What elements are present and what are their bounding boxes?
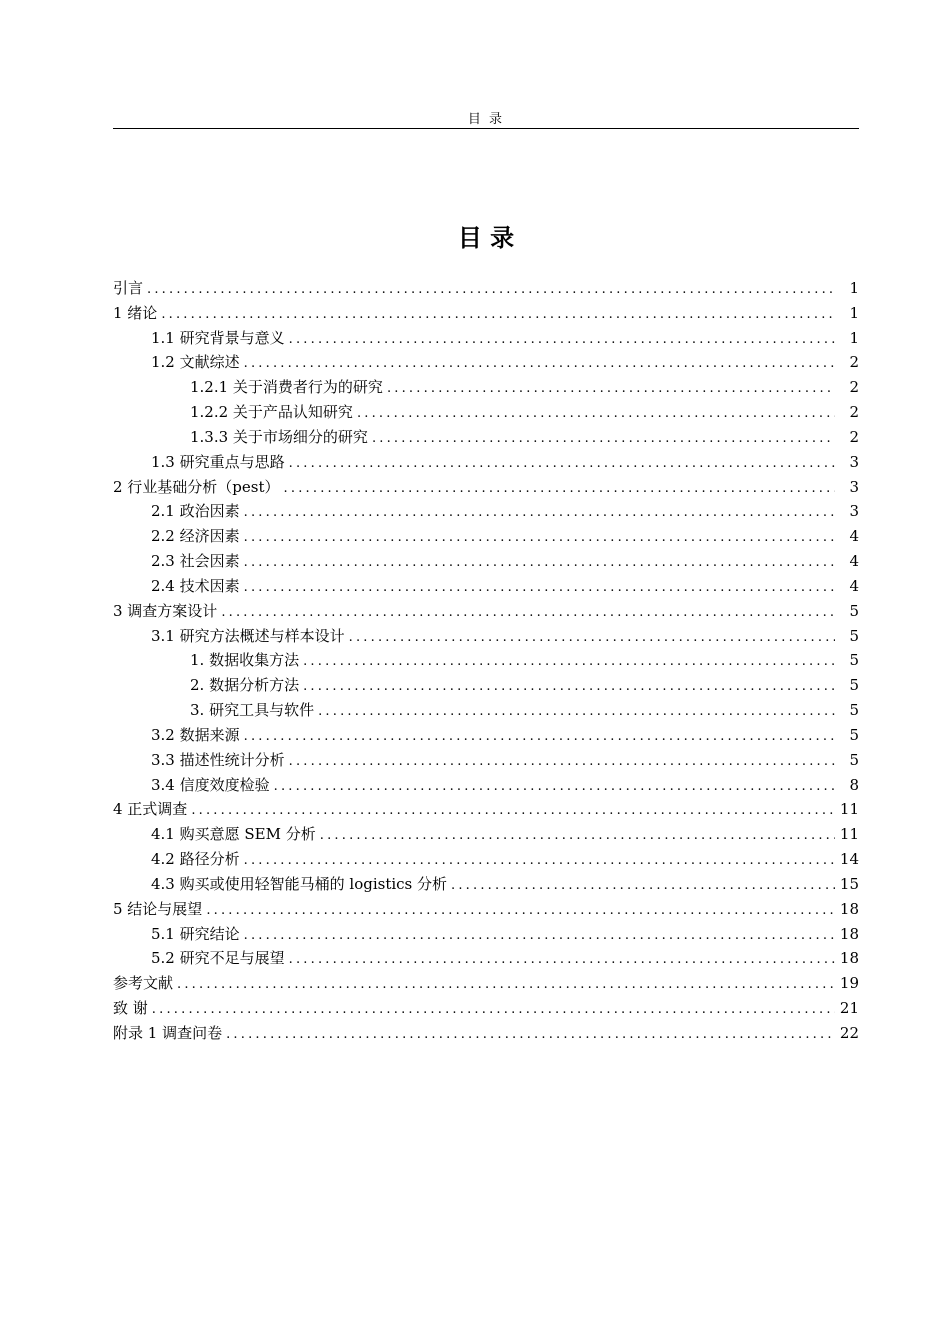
toc-entry-page: 3: [849, 502, 859, 521]
toc-entry[interactable]: [113, 450, 859, 475]
toc-entry-page: 3: [849, 452, 859, 471]
toc-entry[interactable]: [113, 797, 859, 822]
toc-entry[interactable]: [113, 996, 859, 1021]
toc-dot-leader: [289, 750, 835, 775]
toc-entry-label: 1.2.2 关于产品认知研究: [190, 403, 353, 422]
toc-entry-label: 3.1 研究方法概述与样本设计: [151, 626, 345, 645]
toc-entry-label: 1 绪论: [113, 303, 158, 322]
toc-dot-leader: [289, 328, 835, 353]
toc-entry[interactable]: [113, 698, 859, 723]
toc-title: 目 录: [457, 224, 515, 252]
toc-entry[interactable]: [113, 1021, 859, 1046]
toc-dot-leader: [284, 477, 835, 502]
toc-entry[interactable]: [113, 599, 859, 624]
toc-dot-leader: [372, 427, 835, 452]
toc-entry-label: 5.2 研究不足与展望: [151, 949, 285, 968]
toc-dot-leader: [244, 501, 835, 526]
toc-entry-page: 2: [849, 353, 859, 372]
toc-entry-label: 参考文献: [113, 974, 174, 993]
toc-entry-label: 3 调查方案设计: [113, 601, 218, 620]
toc-entry-page: 5: [849, 676, 859, 695]
toc-entry-label: 1.1 研究背景与意义: [151, 328, 285, 347]
toc-entry[interactable]: [113, 673, 859, 698]
toc-entry-page: 2: [849, 403, 859, 422]
toc-dot-leader: [451, 874, 835, 899]
toc-entry[interactable]: [113, 574, 859, 599]
toc-entry[interactable]: [113, 946, 859, 971]
toc-entry[interactable]: [113, 897, 859, 922]
toc-entry[interactable]: [113, 375, 859, 400]
toc-dot-leader: [206, 899, 835, 924]
toc-dot-leader: [289, 948, 835, 973]
toc-dot-leader: [226, 1023, 835, 1048]
toc-entry-page: 5: [849, 601, 859, 620]
toc-dot-leader: [289, 452, 835, 477]
toc-entry-label: 3.2 数据来源: [151, 725, 240, 744]
toc-entry-page: 11: [839, 825, 859, 844]
toc-entry-label: 3.4 信度效度检验: [151, 775, 270, 794]
toc-entry[interactable]: [113, 773, 859, 798]
toc-entry-page: 5: [849, 725, 859, 744]
toc-entry-page: 21: [839, 999, 859, 1018]
toc-entry-label: 4 正式调查: [113, 800, 188, 819]
toc-entry-label: 1.2 文献综述: [151, 353, 240, 372]
toc-dot-leader: [387, 377, 835, 402]
toc-entry-label: 4.3 购买或使用轻智能马桶的 logistics 分析: [151, 874, 448, 893]
toc-entry-label: 引言: [113, 279, 144, 297]
toc-dot-leader: [244, 352, 835, 377]
toc-entry[interactable]: [113, 301, 859, 326]
toc-entry-label: 2.1 政治因素: [151, 502, 240, 521]
toc-dot-leader: [244, 576, 835, 601]
toc-dot-leader: [221, 601, 835, 626]
toc-dot-leader: [274, 775, 835, 800]
toc-entry-page: 18: [839, 899, 859, 918]
toc-entry-page: 5: [849, 750, 859, 769]
toc-entry[interactable]: [113, 276, 859, 301]
toc-entry[interactable]: [113, 549, 859, 574]
toc-entry-page: 5: [849, 626, 859, 645]
toc-entry-label: 2 行业基础分析（pest）: [113, 477, 280, 496]
running-header: 目 录: [467, 112, 505, 127]
toc-dot-leader: [244, 849, 835, 874]
toc-entry-label: 附录 1 调查问卷: [113, 1023, 223, 1042]
toc-entry[interactable]: [113, 822, 859, 847]
toc-entry-page: 1: [849, 279, 859, 297]
toc-entry-label: 5.1 研究结论: [151, 924, 240, 943]
toc-entry-page: 5: [849, 651, 859, 670]
toc-entry-page: 8: [849, 775, 859, 794]
toc-entry-label: 2.4 技术因素: [151, 576, 240, 595]
toc-entry-label: 1.3 研究重点与思路: [151, 452, 285, 471]
toc-dot-leader: [303, 675, 835, 700]
toc-entry[interactable]: [113, 971, 859, 996]
toc-entry-label: 3. 研究工具与软件: [190, 701, 315, 720]
toc-dot-leader: [357, 402, 835, 427]
toc-entry-label: 1.3.3 关于市场细分的研究: [190, 427, 368, 446]
toc-entry[interactable]: [113, 723, 859, 748]
toc-entry[interactable]: [113, 475, 859, 500]
header-rule: [113, 128, 859, 129]
toc-entry-label: 3.3 描述性统计分析: [151, 750, 285, 769]
toc-entry-label: 4.2 路径分析: [151, 850, 240, 869]
toc-entry[interactable]: [113, 350, 859, 375]
toc-entry-page: 4: [849, 552, 859, 571]
toc-dot-leader: [349, 626, 835, 651]
toc-entry-page: 18: [839, 949, 859, 968]
toc-dot-leader: [177, 973, 835, 998]
toc-dot-leader: [191, 799, 835, 824]
toc-dot-leader: [318, 700, 835, 725]
toc-dot-leader: [244, 526, 835, 551]
toc-entry-page: 1: [849, 328, 859, 347]
toc-entry-page: 14: [839, 850, 859, 869]
toc-entry-label: 2.2 经济因素: [151, 527, 240, 546]
toc-dot-leader: [152, 998, 835, 1023]
toc-entry[interactable]: [113, 847, 859, 872]
toc-dot-leader: [303, 650, 835, 675]
toc-entry-label: 1.2.1 关于消费者行为的研究: [190, 378, 383, 397]
toc-entry-page: 19: [839, 974, 859, 993]
toc-entry-page: 4: [849, 527, 859, 546]
toc-entry-page: 15: [839, 874, 859, 893]
toc-entry[interactable]: [113, 524, 859, 549]
toc-entry-label: 2. 数据分析方法: [190, 676, 300, 695]
table-of-contents: [113, 276, 859, 1046]
toc-entry-label: 2.3 社会因素: [151, 552, 240, 571]
toc-entry[interactable]: [113, 499, 859, 524]
toc-entry[interactable]: [113, 648, 859, 673]
toc-entry-label: 4.1 购买意愿 SEM 分析: [151, 825, 316, 844]
toc-entry[interactable]: [113, 624, 859, 649]
toc-entry[interactable]: [113, 326, 859, 351]
toc-entry[interactable]: [113, 922, 859, 947]
toc-dot-leader: [244, 551, 835, 576]
toc-dot-leader: [244, 924, 835, 949]
toc-entry-page: 1: [849, 303, 859, 322]
toc-entry[interactable]: [113, 425, 859, 450]
toc-dot-leader: [161, 303, 835, 328]
toc-dot-leader: [320, 824, 835, 849]
toc-entry-page: 2: [849, 378, 859, 397]
toc-entry-page: 18: [839, 924, 859, 943]
toc-dot-leader: [244, 725, 835, 750]
toc-entry-page: 22: [839, 1023, 859, 1042]
toc-entry[interactable]: [113, 400, 859, 425]
toc-entry-page: 2: [849, 427, 859, 446]
toc-entry-page: 4: [849, 576, 859, 595]
toc-entry-label: 1. 数据收集方法: [190, 651, 300, 670]
toc-dot-leader: [147, 278, 835, 303]
toc-entry[interactable]: [113, 748, 859, 773]
toc-entry-page: 5: [849, 701, 859, 720]
toc-entry-label: 5 结论与展望: [113, 899, 203, 918]
toc-entry-label: 致 谢: [113, 999, 148, 1018]
toc-entry-page: 11: [839, 800, 859, 819]
toc-entry[interactable]: [113, 872, 859, 897]
toc-entry-page: 3: [849, 477, 859, 496]
